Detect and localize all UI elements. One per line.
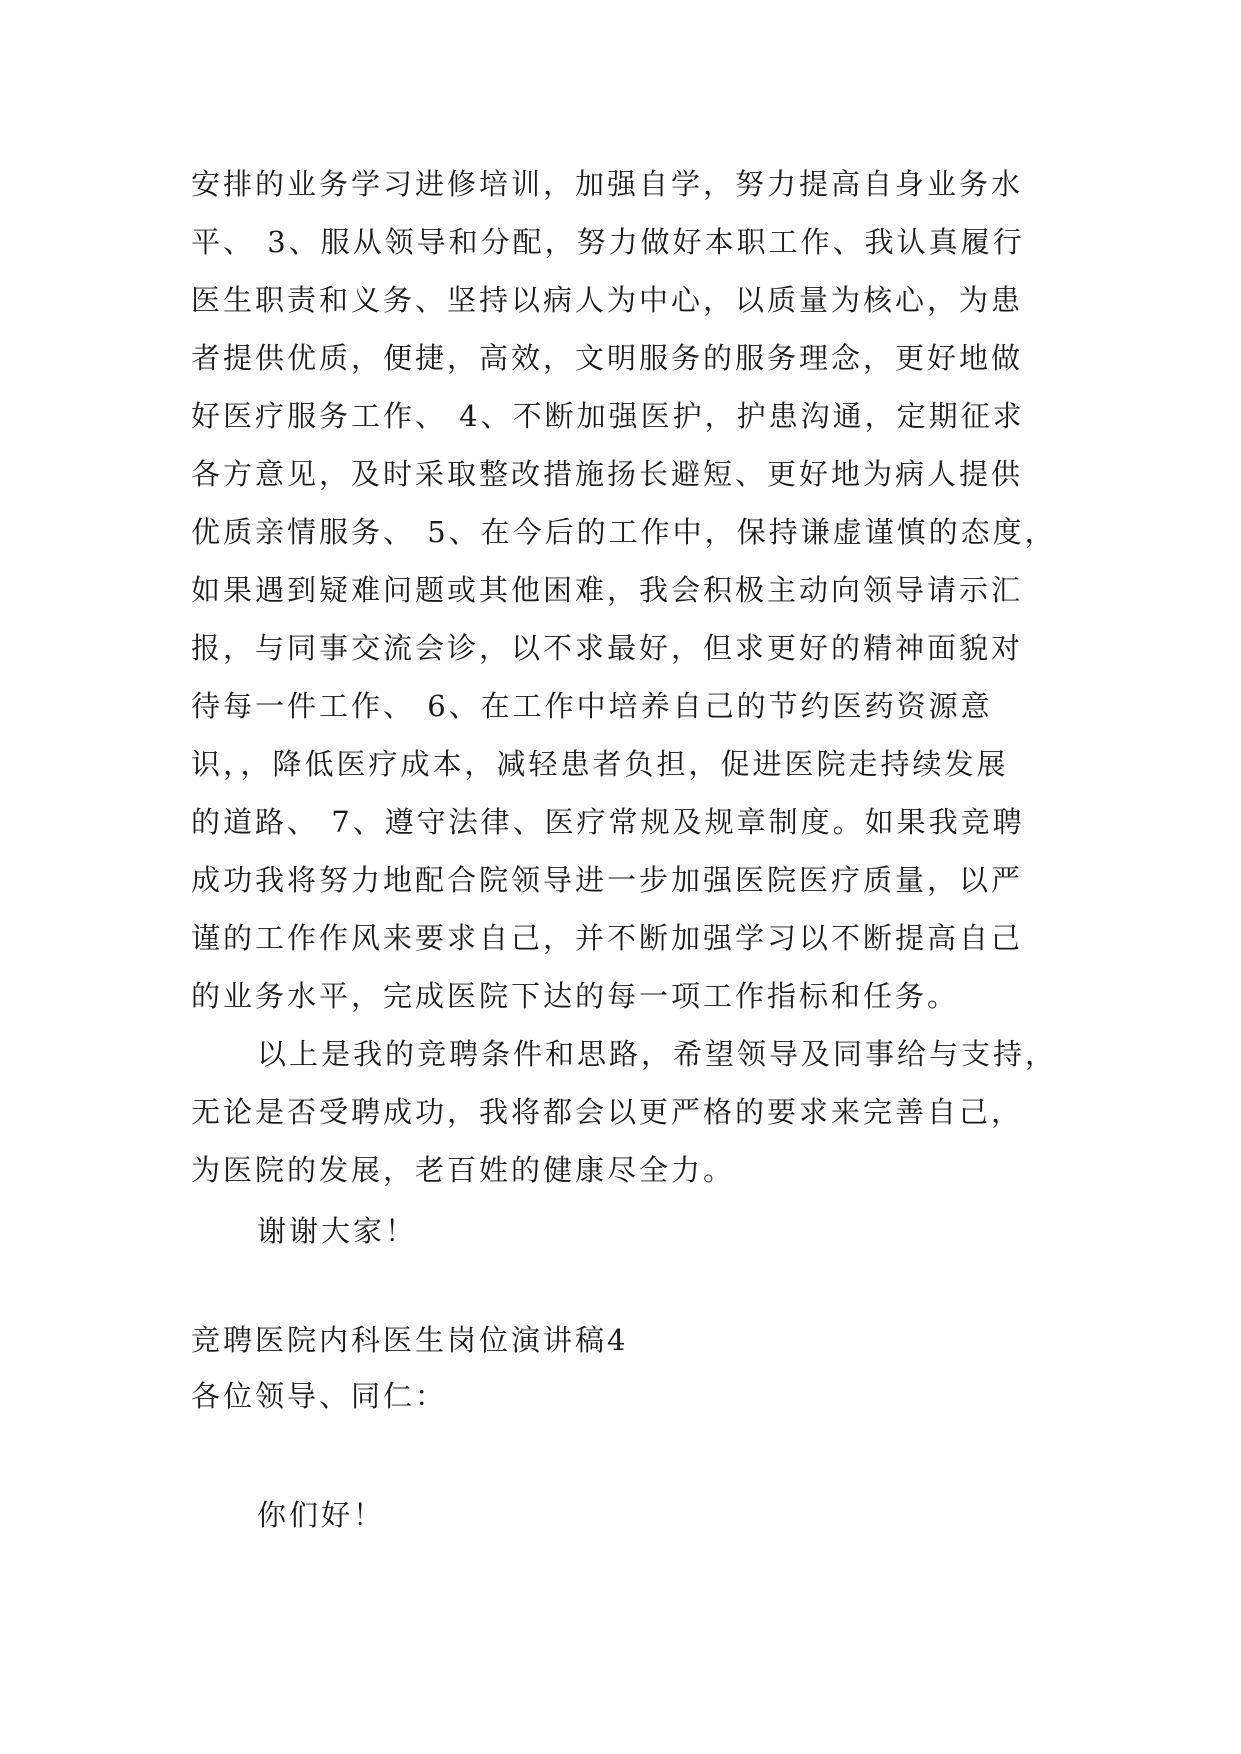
body-line: 各方意见，及时采取整改措施扬长避短、更好地为病人提供: [191, 457, 1024, 491]
body-line: 谨的工作作风来要求自己，并不断加强学习以不断提高自己: [191, 921, 1024, 955]
body-line: 如果遇到疑难问题或其他困难，我会积极主动向领导请示汇: [191, 573, 1024, 607]
body-line: 平、 3、服从领导和分配，努力做好本职工作、我认真履行: [191, 225, 1025, 259]
greeting: 你们好！: [257, 1498, 386, 1532]
body-line: 优质亲情服务、 5、在今后的工作中，保持谦虚谨慎的态度，: [191, 515, 1057, 549]
body-line: 成功我将努力地配合院领导进一步加强医院医疗质量，以严: [191, 863, 1024, 897]
body-line: 待每一件工作、 6、在工作中培养自己的节约医药资源意: [191, 689, 993, 723]
body-line: 安排的业务学习进修培训，加强自学，努力提高自身业务水: [191, 167, 1024, 201]
body-line: 识，，降低医疗成本，减轻患者负担，促进医院走持续发展: [191, 747, 1009, 781]
body-line: 的业务水平，完成医院下达的每一项工作指标和任务。: [191, 979, 960, 1013]
body-line: 好医疗服务工作、 4、不断加强医护，护患沟通，定期征求: [191, 399, 1025, 433]
body-line: 的道路、 7、遵守法律、医疗常规及规章制度。如果我竞聘: [191, 805, 1025, 839]
thanks-text: 谢谢大家！: [257, 1214, 418, 1248]
closing-line: 为医院的发展，老百姓的健康尽全力。: [191, 1153, 736, 1187]
body-line: 者提供优质，便捷，高效，文明服务的服务理念，更好地做: [191, 341, 1024, 375]
closing-line: 无论是否受聘成功，我将都会以更严格的要求来完善自己，: [191, 1095, 1024, 1129]
body-line: 医生职责和义务、坚持以病人为中心，以质量为核心，为患: [191, 283, 1024, 317]
closing-line: 以上是我的竞聘条件和思路，希望领导及同事给与支持，: [257, 1037, 1058, 1071]
section-title: 竞聘医院内科医生岗位演讲稿4: [191, 1323, 629, 1357]
body-line: 报，与同事交流会诊，以不求最好，但求更好的精神面貌对: [191, 631, 1024, 665]
salutation: 各位领导、同仁：: [191, 1379, 448, 1413]
